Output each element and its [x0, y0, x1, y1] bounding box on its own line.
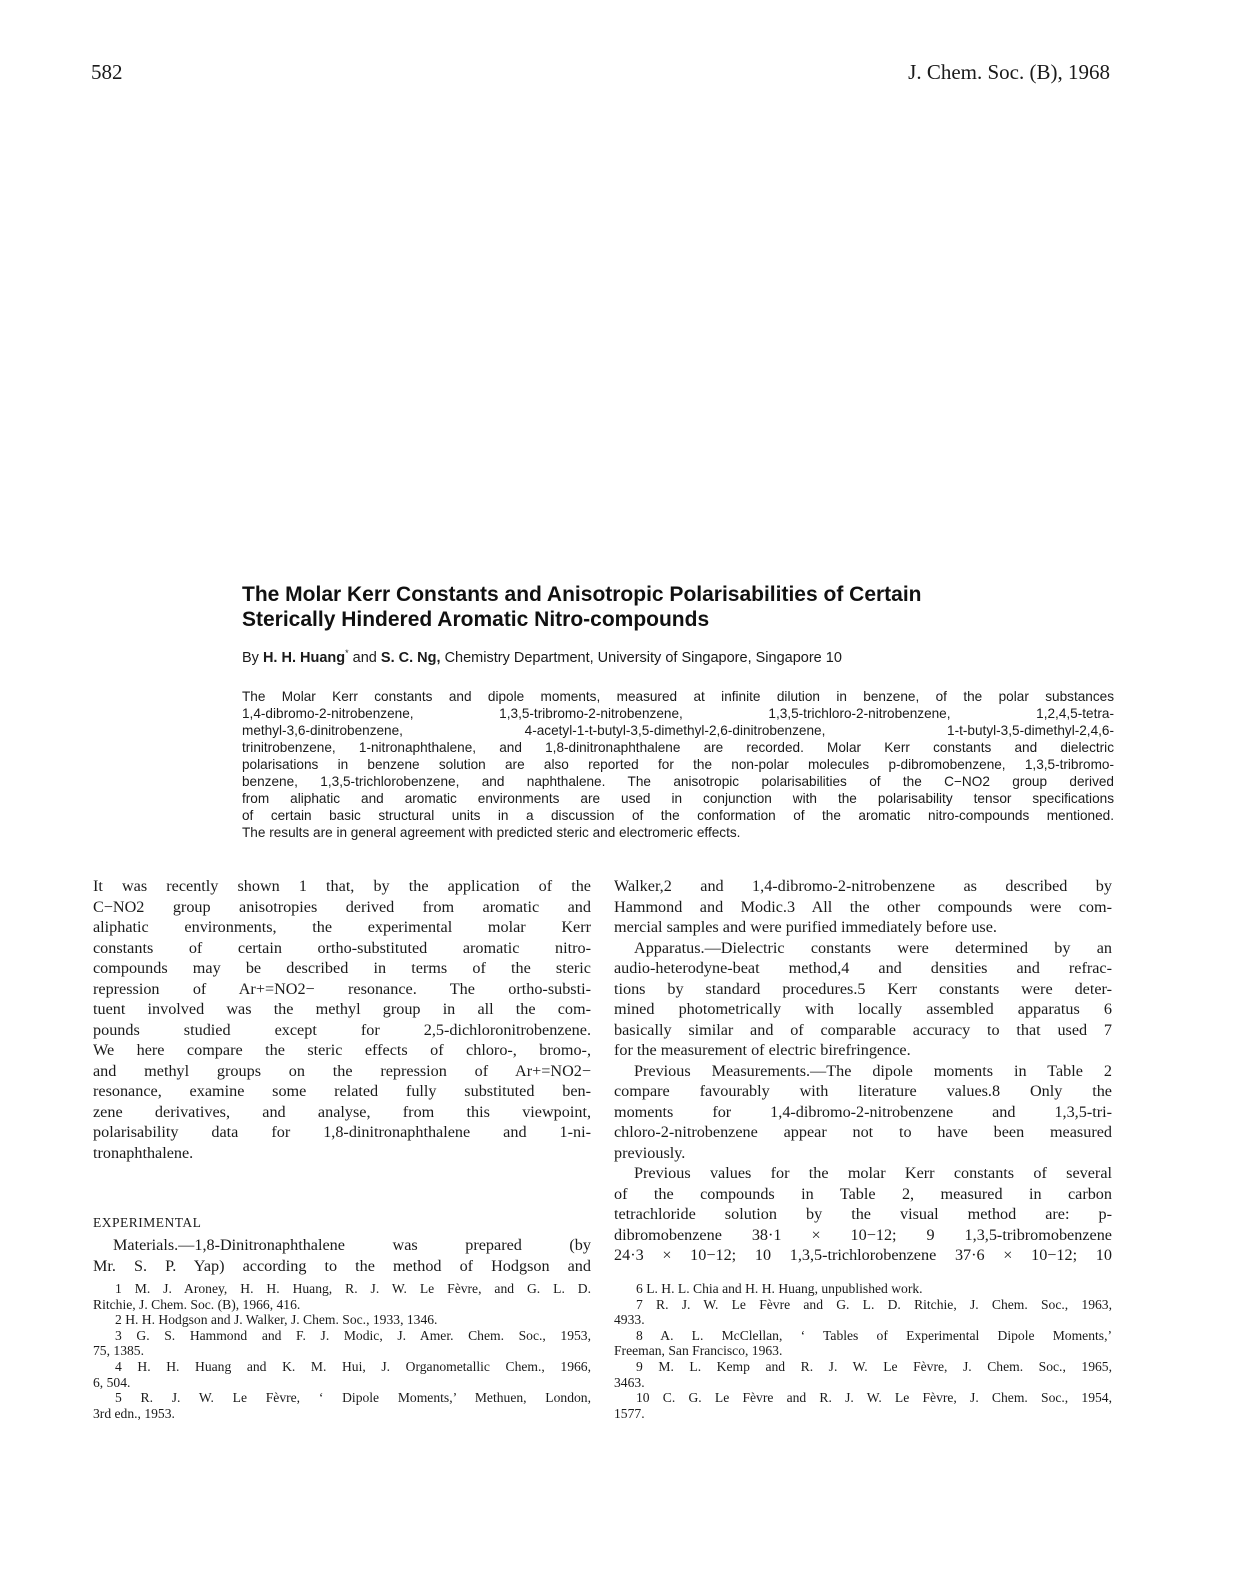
body-line: compounds may be described in terms of the steric — [93, 959, 591, 977]
footnote-line: 7 R. J. W. Le Fèvre and G. L. D. Ritchie, J. Chem. Soc., 1963, — [636, 1296, 1112, 1312]
footnote-line: Freeman, San Francisco, 1963. — [614, 1343, 783, 1359]
footnote-line: 3rd edn., 1953. — [93, 1405, 175, 1421]
body-line: dibromobenzene 38·1 × 10−12; 9 1,3,5-tribromobenzene — [614, 1225, 1112, 1244]
abstract-line: The Molar Kerr constants and dipole moments, measured at infinite dilution in benzene, of the polar substances — [242, 689, 1114, 704]
body-line: of the compounds in Table 2, measured in carbon — [614, 1184, 1112, 1203]
body-line: compare favourably with literature values.8 Only the — [614, 1082, 1112, 1100]
body-line: Hammond and Modic.3 All the other compounds were com- — [614, 897, 1112, 916]
body-line: and methyl groups on the repression of Ar+=NO2− — [93, 1061, 591, 1080]
abstract-line: of certain basic structural units in a discussion of the conformation of the aromatic nitro-compounds mentioned. — [242, 808, 1114, 823]
body-line: aliphatic environments, the experimental molar Kerr — [93, 918, 591, 936]
footnote-line: 4 H. H. Huang and K. M. Hui, J. Organometallic Chem., 1966, — [115, 1358, 591, 1374]
footnote-line: 8 A. L. McClellan, ‘ Tables of Experimental Dipole Moments,’ — [636, 1327, 1112, 1343]
section-heading-experimental: EXPERIMENTAL — [93, 1215, 202, 1230]
body-line: 24·3 × 10−12; 10 1,3,5-trichlorobenzene 37·6 × 10−12; 10 — [614, 1246, 1112, 1264]
abstract-line: benzene, 1,3,5-trichlorobenzene, and naphthalene. The anisotropic polarisabilities of the C−NO2 group derived — [242, 774, 1114, 789]
journal-running-head: J. Chem. Soc. (B), 1968 — [908, 60, 1110, 84]
body-line: constants of certain ortho-substituted aromatic nitro- — [93, 938, 591, 957]
body-line: resonance, examine some related fully substituted ben- — [93, 1082, 591, 1100]
body-line: Mr. S. P. Yap) according to the method of Hodgson and — [93, 1256, 591, 1275]
body-line: tronaphthalene. — [93, 1143, 194, 1162]
footnote-line: Ritchie, J. Chem. Soc. (B), 1966, 416. — [93, 1296, 301, 1312]
body-line: audio-heterodyne-beat method,4 and densities and refrac- — [614, 959, 1112, 977]
author-name: H. H. Huang — [262, 650, 346, 666]
affiliation: Chemistry Department, University of Singapore, Singapore 10 — [444, 650, 842, 666]
footnote-line: 3 G. S. Hammond and F. J. Modic, J. Amer. Chem. Soc., 1953, — [115, 1327, 591, 1343]
title-line: The Molar Kerr Constants and Anisotropic Polarisabilities of Certain — [242, 583, 922, 606]
body-line: moments for 1,4-dibromo-2-nitrobenzene and 1,3,5-tri- — [614, 1102, 1112, 1121]
body-line: pounds studied except for 2,5-dichloronitrobenzene. — [93, 1020, 591, 1039]
body-line: Walker,2 and 1,4-dibromo-2-nitrobenzene as described by — [614, 877, 1112, 895]
experimental-text — [93, 1235, 591, 1276]
article-title — [242, 582, 1122, 632]
footnote-line: 5 R. J. W. Le Fèvre, ‘ Dipole Moments,’ Methuen, London, — [115, 1390, 591, 1406]
body-line: previously. — [614, 1143, 686, 1162]
abstract-line: trinitrobenzene, 1-nitronaphthalene, and 1,8-dinitronaphthalene are recorded. Molar Kerr constants and dielectric — [242, 740, 1114, 755]
body-line: for the measurement of electric birefringence. — [614, 1041, 911, 1059]
body-line: C−NO2 group anisotropies derived from aromatic and — [93, 897, 591, 916]
footnote-line: 3463. — [614, 1374, 645, 1390]
abstract-line: 1,4-dibromo-2-nitrobenzene, 1,3,5-tribromo-2-nitrobenzene, 1,3,5-trichloro-2-nitrobenzene, 1,2,4,5-tetra- — [242, 706, 1114, 721]
page-number: 582 — [91, 60, 123, 84]
footnote-line: 1 M. J. Aroney, H. H. Huang, R. J. W. Le Fèvre, and G. L. D. — [115, 1281, 591, 1296]
abstract-line: The results are in general agreement with predicted steric and electromeric effects. — [242, 825, 741, 840]
footnote-line: 75, 1385. — [93, 1343, 144, 1359]
body-line: tetrachloride solution by the visual method are: p- — [614, 1205, 1112, 1223]
body-column-left — [93, 876, 591, 1163]
footnote-line: 6, 504. — [93, 1374, 131, 1390]
body-line: Apparatus.—Dielectric constants were determined by an — [634, 938, 1112, 957]
footnote-line: 2 H. H. Hodgson and J. Walker, J. Chem. Soc., 1933, 1346. — [115, 1312, 438, 1328]
footnote-line: 4933. — [614, 1312, 645, 1328]
body-line: zene derivatives, and analyse, from this viewpoint, — [93, 1102, 591, 1121]
byline-and: and — [352, 650, 377, 666]
body-line: Previous values for the molar Kerr constants of several — [634, 1164, 1112, 1182]
body-line: Materials.—1,8-Dinitronaphthalene was prepared (by — [113, 1236, 591, 1254]
footnote-line: 10 C. G. Le Fèvre and R. J. W. Le Fèvre, J. Chem. Soc., 1954, — [636, 1390, 1112, 1406]
author-name: S. C. Ng, — [380, 650, 441, 666]
body-line: polarisability data for 1,8-dinitronaphthalene and 1-ni- — [93, 1123, 591, 1141]
body-line: tuent involved was the methyl group in all the com- — [93, 1000, 591, 1018]
body-line: mined photometrically with locally assembled apparatus 6 — [614, 1000, 1112, 1018]
footnote-line: 9 M. L. Kemp and R. J. W. Le Fèvre, J. Chem. Soc., 1965, — [636, 1358, 1112, 1374]
body-column-right — [614, 876, 1112, 1266]
byline — [242, 650, 1122, 666]
abstract-line: from aliphatic and aromatic environments are used in conjunction with the polarisability tensor specifications — [242, 791, 1114, 806]
footnotes-left — [93, 1281, 591, 1421]
abstract-line: methyl-3,6-dinitrobenzene, 4-acetyl-1-t-butyl-3,5-dimethyl-2,6-dinitrobenzene, 1-t-butyl-3,5-dimethyl-2,4,6- — [242, 723, 1114, 738]
corresponding-mark: * — [345, 648, 349, 659]
abstract — [242, 688, 1114, 841]
footnote-line: 1577. — [614, 1405, 645, 1421]
body-line: It was recently shown 1 that, by the application of the — [93, 877, 591, 895]
body-line: We here compare the steric effects of chloro-, bromo-, — [93, 1041, 591, 1059]
body-line: tions by standard procedures.5 Kerr constants were deter- — [614, 979, 1112, 998]
body-line: repression of Ar+=NO2− resonance. The ortho-substi- — [93, 979, 591, 998]
byline-by: By — [242, 650, 259, 666]
body-line: chloro-2-nitrobenzene appear not to have been measured — [614, 1123, 1112, 1141]
footnotes-right — [614, 1281, 1112, 1421]
abstract-line: polarisations in benzene solution are also reported for the non-polar molecules p-dibromobenzene, 1,3,5-tribromo- — [242, 757, 1114, 772]
body-line: basically similar and of comparable accuracy to that used 7 — [614, 1020, 1112, 1039]
title-line: Sterically Hindered Aromatic Nitro-compounds — [242, 608, 710, 631]
body-line: mercial samples and were purified immediately before use. — [614, 918, 997, 936]
footnote-line: 6 L. H. L. Chia and H. H. Huang, unpublished work. — [636, 1281, 923, 1296]
body-line: Previous Measurements.—The dipole moments in Table 2 — [634, 1061, 1112, 1080]
